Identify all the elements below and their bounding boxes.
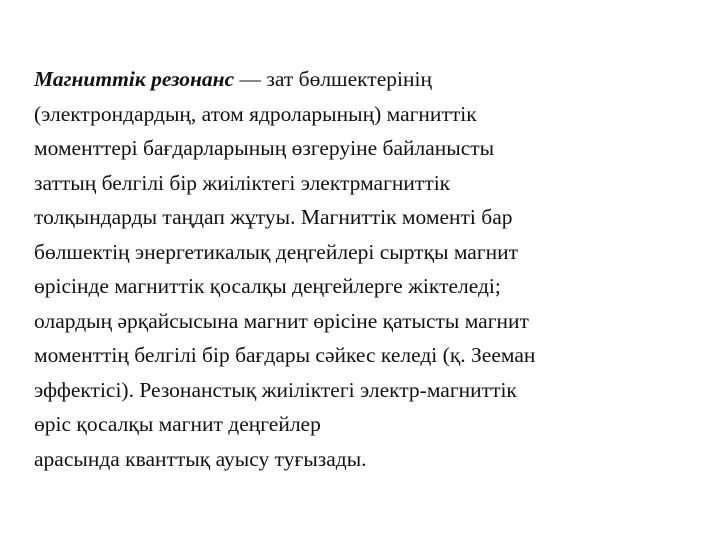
text-line: заттың белгілі бір жиіліктегі электрмагниттік [34, 170, 451, 195]
text-line [34, 62, 694, 97]
text-line: толқындарды таңдап жұтуы. Магниттік моменті бар [34, 205, 513, 229]
definition-paragraph [34, 62, 694, 476]
text-line: моменттің белгілі бір бағдары сәйкес келеді (қ. Зееман [34, 343, 536, 367]
text-line: эффектісі). Резонанстық жиіліктегі электр-магниттік [34, 377, 517, 402]
text-segment: — зат бөлшектерінің [234, 67, 432, 91]
text-line: олардың әрқайсысына магнит өрісіне қатысты магнит [34, 308, 529, 333]
text-line: арасында кванттық ауысу туғызады. [34, 446, 367, 471]
text-line: өріс қосалқы магнит деңгейлер [34, 412, 321, 436]
term-heading: Магниттік резонанс [34, 67, 235, 91]
text-line: (электрондардың, атом ядроларының) магниттік [34, 101, 477, 126]
text-line: бөлшектің энергетикалық деңгейлері сыртқы магнит [34, 239, 519, 264]
text-line: өрісінде магниттік қосалқы деңгейлерге жіктеледі; [34, 274, 501, 298]
text-line: моменттері бағдарларының өзгеруіне байланысты [34, 136, 495, 160]
